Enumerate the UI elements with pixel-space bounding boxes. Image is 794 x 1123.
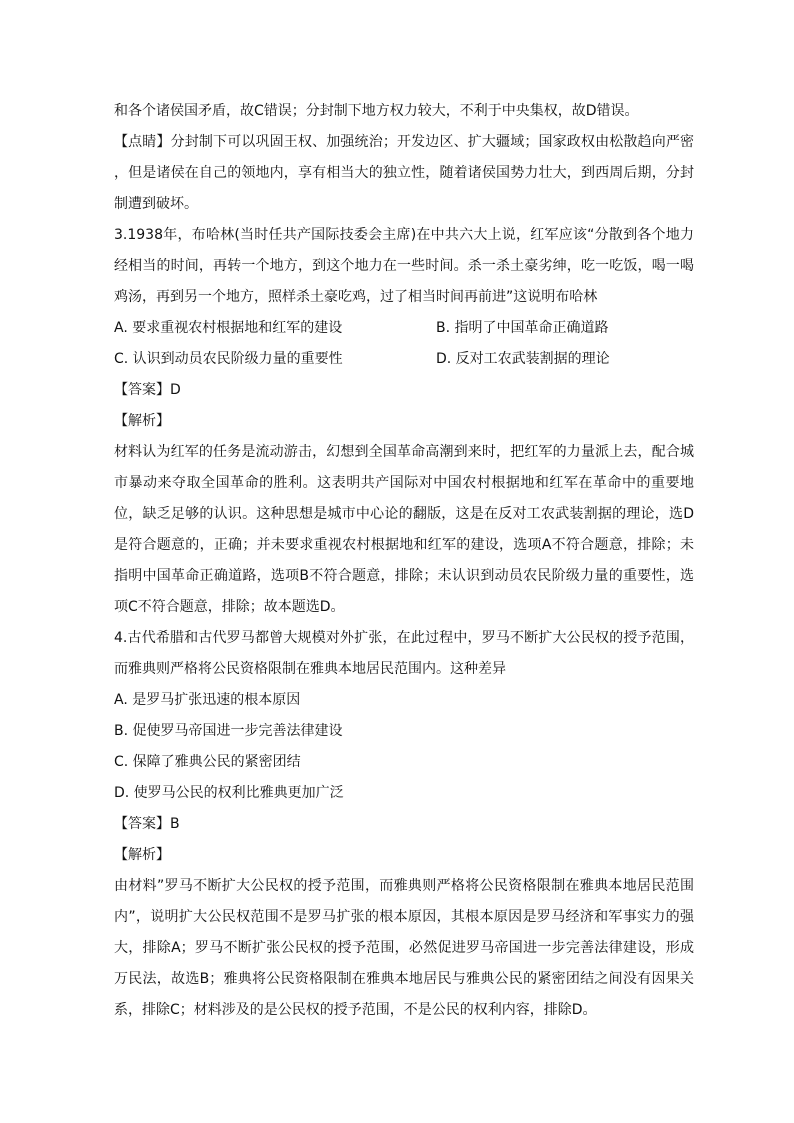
- question-4-analysis-label: 【解析】: [114, 847, 170, 863]
- question-3-option-c: C. 认识到动员农民阶级力量的重要性: [114, 351, 343, 367]
- question-3-option-d: D. 反对工农武装割据的理论: [436, 351, 610, 367]
- question-3-analysis-label: 【解析】: [114, 413, 170, 429]
- question-4-option-c: C. 保障了雅典公民的紧密团结: [114, 754, 301, 770]
- commentary-paragraph: 【点睛】分封制下可以巩固王权、加强统治；开发边区、扩大疆域；国家政权由松散趋向严密 ，但是诸侯在自己的领地内，享有相当大的独立性，随着诸侯国势力壮大，到西周后期，分封制遭到破坏。: [114, 134, 694, 212]
- question-4-option-a: A. 是罗马扩张迅速的根本原因: [114, 692, 301, 708]
- question-4-option-d: D. 使罗马公民的权利比雅典更加广泛: [114, 785, 344, 801]
- question-3-option-b: B. 指明了中国革命正确道路: [436, 320, 609, 336]
- question-3-options-row-1: [114, 313, 694, 344]
- question-3-analysis: 材料认为红军的任务是流动游击，幻想到全国革命高潮到来时，把红军的力量派上去，配合城市暴动来夺取全国革命的胜利。这表明共产国际对中国农村根据地和红军在革命中的重要地位，缺乏足够的认识。这种思想是城市中心论的翻版，这是在反对工农武装割据的理论，选D是符合题意的，正确；并未要求重视农村根据地和红军的建设，选项A不符合题意，排除；未指明中国革命正确道路，选项B不符合题意，排除；未认识到动员农民阶级力量的重要性，选项C不符合题意，排除；故本题选D。: [114, 444, 694, 615]
- question-4-stem: 4.古代希腊和古代罗马都曾大规模对外扩张，在此过程中，罗马不断扩大公民权的授予范围，而雅典则严格将公民资格限制在雅典本地居民范围内。这种差异: [114, 630, 694, 677]
- document-page: [114, 96, 694, 1026]
- question-3-option-a: A. 要求重视农村根据地和红军的建设: [114, 320, 343, 336]
- question-3-answer: 【答案】D: [114, 382, 181, 398]
- question-4-option-b: B. 促使罗马帝国进一步完善法律建设: [114, 723, 343, 739]
- question-4-answer: 【答案】B: [114, 816, 180, 832]
- text-line: 和各个诸侯国矛盾，故C错误；分封制下地方权力较大，不利于中央集权，故D错误。: [114, 103, 639, 119]
- question-3-options-row-2: [114, 344, 694, 375]
- question-3-stem: 3.1938年，布哈林(当时任共产国际技委会主席)在中共六大上说，红军应该“分散到各个地力经相当的时间，再转一个地方，到这个地力在一些时间。杀一杀土豪劣绅，吃一吃饭，喝一喝鸡汤，再到另一个地方，照样杀土豪吃鸡，过了相当时间再前进”这说明布哈林: [114, 227, 694, 305]
- question-4-analysis: 由材料”罗马不断扩大公民权的授予范围，而雅典则严格将公民资格限制在雅典本地居民范围内”，说明扩大公民权范围不是罗马扩张的根本原因，其根本原因是罗马经济和军事实力的强大，排除A；罗马不断扩张公民权的授予范围，必然促进罗马帝国进一步完善法律建设，形成万民法，故选B；雅典将公民资格限制在雅典本地居民与雅典公民的紧密团结之间没有因果关系，排除C；材料涉及的是公民权的授予范围，不是公民的权利内容，排除D。: [114, 878, 694, 1018]
